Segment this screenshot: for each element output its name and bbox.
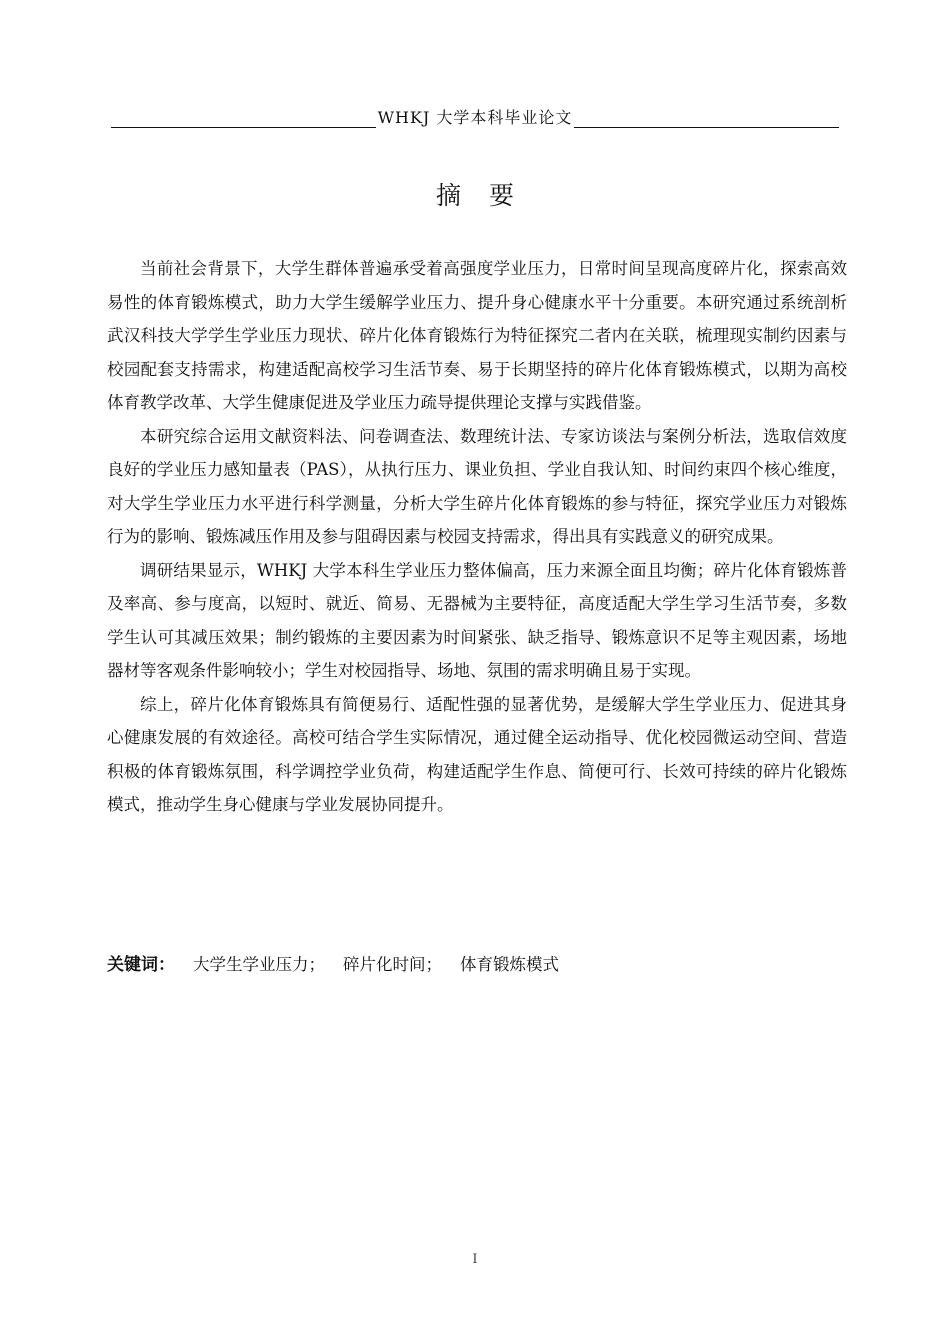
abstract-paragraph-1: 当前社会背景下，大学生群体普遍承受着高强度学业压力，日常时间呈现高度碎片化，探索高效易性的体育锻炼模式，助力大学生缓解学业压力、提升身心健康水平十分重要。本研究通过系统剖析武汉科技大学学生学业压力现状、碎片化体育锻炼行为特征探究二者内在关联，梳理现实制约因素与校园配套支持需求，构建适配高校学习生活节奏、易于长期坚持的碎片化体育锻炼模式，以期为高校体育教学改革、大学生健康促进及学业压力疏导提供理论支撑与实践借鉴。 — [107, 259, 847, 412]
keywords-label: 关键词： — [107, 955, 175, 975]
keywords-line — [107, 948, 847, 982]
running-header — [111, 104, 839, 128]
abstract-heading — [0, 176, 950, 212]
abstract-paragraph-4: 综上，碎片化体育锻炼具有简便易行、适配性强的显著优势，是缓解大学生学业压力、促进其身心健康发展的有效途径。高校可结合学生实际情况，通过健全运动指导、优化校园微运动空间、营造积极的体育锻炼氛围，科学调控学业负荷，构建适配学生作息、简便可行、长效可持续的碎片化锻炼模式，推动学生身心健康与学业发展协同提升。 — [107, 694, 847, 814]
keyword-item: 大学生学业压力； — [193, 955, 325, 974]
abstract-heading-char-1: 摘 — [435, 181, 461, 210]
abstract-body — [107, 252, 847, 822]
keyword-item: 碎片化时间； — [343, 955, 442, 974]
abstract-paragraph-2: 本研究综合运用文献资料法、问卷调查法、数理统计法、专家访谈法与案例分析法，选取信效度良好的学业压力感知量表（PAS），从执行压力、课业负担、学业自我认知、时间约束四个核心维度，对大学生学业压力水平进行科学测量，分析大学生碎片化体育锻炼的参与特征，探究学业压力对锻炼行为的影响、锻炼减压作用及参与阻碍因素与校园支持需求，得出具有实践意义的研究成果。 — [107, 426, 847, 546]
abstract-paragraph-3: 调研结果显示，WHKJ 大学本科生学业压力整体偏高，压力来源全面且均衡；碎片化体育锻炼普及率高、参与度高，以短时、就近、简易、无器械为主要特征，高度适配大学生学习生活节奏，多数学生认可其减压效果；制约锻炼的主要因素为时间紧张、缺乏指导、锻炼意识不足等主观因素，场地器材等客观条件影响较小；学生对校园指导、场地、氛围的需求明确且易于实现。 — [107, 560, 847, 680]
header-title: WHKJ 大学本科毕业论文 — [377, 108, 573, 127]
page-number: I — [472, 1252, 478, 1267]
header-rule-left — [111, 107, 376, 128]
keyword-item: 体育锻炼模式 — [460, 955, 559, 974]
header-rule-right — [574, 107, 839, 128]
abstract-heading-char-2: 要 — [489, 181, 515, 210]
